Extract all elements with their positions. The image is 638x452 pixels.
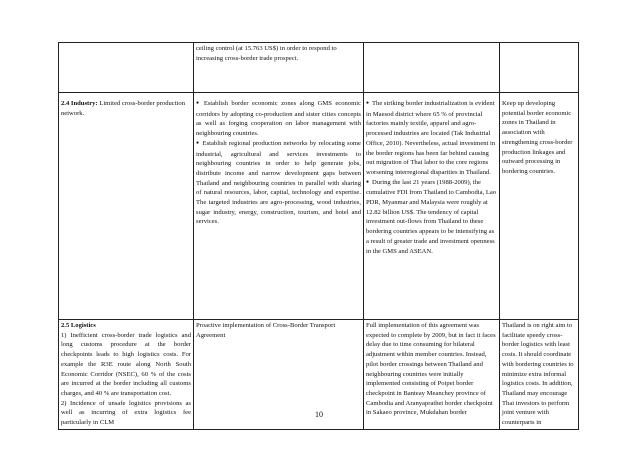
table-cell: [194, 93, 364, 320]
table-cell: [59, 93, 194, 320]
cell-text: 2) Incidence of unsafe logistics provisions as well as incurring of extra logistics fee particularly in CLM: [61, 399, 191, 427]
cell-text: Keep up developing potential border economic zones in Thailand in association with strengthening cross-border production linkages and outward processing in bordering countries.: [502, 100, 573, 175]
cell-text: Limited cross-border production network.: [61, 100, 185, 117]
cell-text: Thailand is on right aim to facilitate speedy cross-border logistics with least costs. It should coordinate with bordering countries to minimize extra informal logistics costs. In addition, Thailand may encourage Thai investors to perform joint venture with counterparts in: [502, 322, 574, 427]
table-cell: [59, 43, 194, 93]
cell-text: Proactive implementation of Cross-Border Transport Agreement: [196, 322, 336, 339]
cell-text: Full implementation of this agreement was expected to complete by 2009, but in fact it faces delay due to time consuming for bilateral adjustment within member countries. Instead, pilot border crossings between Thailand and neighbouring countries were initially implemented consisting of Poipet border checkpoint in Banteay Meanchey province of Cambodia and Aranyaprathet border checkpoint in Sakaeo province, Mukdahan border: [366, 322, 496, 417]
table-cell: [364, 43, 500, 93]
table-cell: [500, 93, 579, 320]
cell-text: 1) Inefficient cross-border trade logistics and long customs procedure at the border checkpoints leads to high logistics costs. For example the R3E route along North South Economic Corridor (NSEC), 60 % of the costs are incurred at the border including all customs charges, and 40 % are transportation cost.: [61, 331, 191, 397]
strategy-table: [58, 42, 579, 430]
section-title: 2.4 Industry:: [61, 100, 98, 107]
page-number: 10: [315, 410, 323, 419]
section-title: 2.5 Logistics: [61, 322, 96, 329]
bullet-item: ● The striking border industrialization is evident in Maesod district where 65 % of provincial factories mainly textile, apparel and agro-processed industries are located (Tak Industrial Office, 2010). Nevertheless, actual investment in the border regions has been far behind causing out migration of Thai labor to the core regions worsening interregional disparities in Thailand.: [366, 99, 497, 178]
bullet-item: ● Establish regional production networks by relocating some industrial, agricultural and services investments to neighbouring countries in order to help generate jobs, distribute income and narrow development gaps between Thailand and neighbouring countries in parallel with sharing of natural resources, labor, capital, technology and expertise. The targeted industries are agro-processing, wood industries, sugar industry, energy, construction, tourism, and hotel and services.: [196, 139, 361, 227]
table-cell: [364, 93, 500, 320]
table-row: [59, 93, 579, 320]
cell-text: ceiling control (at 15.763 US$) in order to respond to increasing cross-border trade prospect.: [196, 45, 337, 62]
table-cell: [500, 43, 579, 93]
bullet-item: ● Establish border economic zones along GMS economic corridors by adopting co-production and sister cities concepts as well as forging cooperation on labor management with neighbouring countries.: [196, 99, 361, 139]
table-cell: [194, 43, 364, 93]
table-row: [59, 43, 579, 93]
bullet-item: ● During the last 21 years (1988-2009), the cumulative FDI from Thailand to Cambodia, Lao PDR, Myanmar and Malaysia were roughly at 12.82 billion US$. The tendency of capital investment out-flows from Thailand to these bordering countries appears to be intensifying as a result of greater trade and investment openness in the GMS and ASEAN.: [366, 178, 497, 257]
